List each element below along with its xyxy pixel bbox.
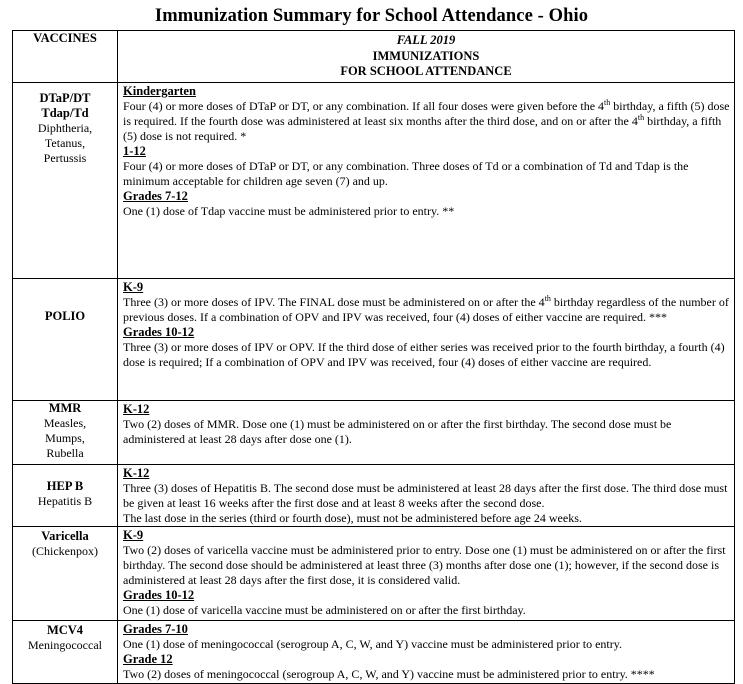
requirements-cell — [118, 527, 735, 621]
grade-heading: K-12 — [123, 466, 150, 480]
requirement-text: Two (2) doses of varicella vaccine must be administered prior to entry. Dose one (1) must be administered on or after the first birthday. The second dose should be administered at least three (3) months after dose one (1); however, if the second dose is administered at least 28 days after the first dose, it is considered valid. — [123, 543, 726, 587]
vaccine-name-cell — [13, 465, 118, 527]
vaccine-row-mcv4 — [13, 621, 735, 684]
requirement-text: Two (2) doses of MMR. Dose one (1) must be administered on or after the first birthday. The second dose must be administered at least 28 days after dose one (1). — [123, 417, 672, 446]
vaccine-description: Pertussis — [43, 151, 87, 165]
requirement-text: Two (2) doses of meningococcal (serogroup A, C, W, and Y) vaccine must be administered prior to entry. **** — [123, 667, 655, 681]
requirement-text: Four (4) or more doses of DTaP or DT, or any combination. If all four doses were given before the 4th birthday, a fifth (5) dose is required. If the fourth dose was administered at least six months after the third dose, and on or after the 4th birthday, a fifth (5) dose is not required. * — [123, 98, 730, 143]
grade-heading: K-9 — [123, 280, 144, 294]
immunization-table — [12, 30, 735, 684]
vaccine-row-mmr — [13, 401, 735, 465]
vaccine-description: Meningococcal — [28, 638, 102, 652]
grade-heading: Grade 12 — [123, 652, 173, 666]
page-title: Immunization Summary for School Attendance - Ohio — [154, 6, 589, 26]
requirement-text: Three (3) or more doses of IPV or OPV. If the third dose of either series was received prior to the fourth birthday, a fourth (4) dose is required; If a combination of OPV and IPV was received, four (4) doses of either vaccine are required. — [123, 340, 725, 369]
requirement-text: One (1) dose of meningococcal (serogroup A, C, W, and Y) vaccine must be administered prior to entry. — [123, 637, 622, 651]
vaccine-description: Hepatitis B — [37, 494, 93, 508]
vaccine-name-cell — [13, 621, 118, 684]
vaccine-name: Varicella — [41, 529, 89, 543]
requirements-cell — [118, 621, 735, 684]
vaccine-description: Mumps, — [45, 431, 85, 445]
vaccine-name: MCV4 — [46, 623, 84, 637]
requirement-text: Four (4) or more doses of DTaP or DT, or any combination. Three doses of Td or a combination of Td and Tdap is the minimum acceptable for children age seven (7) and up. — [123, 159, 689, 188]
vaccine-description: Rubella — [46, 446, 84, 460]
header-row — [13, 31, 735, 83]
vaccine-name-cell — [13, 83, 118, 279]
grade-heading: Grades 7-12 — [123, 189, 188, 203]
grade-heading: Grades 10-12 — [123, 588, 195, 602]
grade-heading: K-9 — [123, 528, 144, 542]
requirements-cell — [118, 279, 735, 401]
vaccine-name: MMR — [48, 401, 82, 415]
season-label: FALL 2019 — [396, 33, 456, 47]
vaccine-name: Tdap/Td — [41, 106, 89, 120]
vaccine-name-cell — [13, 527, 118, 621]
requirement-text: The last dose in the series (third or fourth dose), must not be administered before age 24 weeks. — [123, 511, 582, 525]
grade-heading: Kindergarten — [123, 84, 196, 98]
vaccine-description: Diphtheria, — [37, 121, 93, 135]
requirements-cell — [118, 83, 735, 279]
vaccine-name-cell — [13, 279, 118, 401]
grade-heading: 1-12 — [123, 144, 146, 158]
vaccine-description: Measles, — [43, 416, 87, 430]
vaccine-description: Tetanus, — [44, 136, 86, 150]
header-line-2: FOR SCHOOL ATTENDANCE — [340, 64, 512, 78]
requirements-header — [118, 31, 735, 83]
requirement-text: Three (3) or more doses of IPV. The FINAL dose must be administered on or after the 4th birthday regardless of the number of previous doses. If a combination of OPV and IPV was received, four (4) doses of either vaccine are required. *** — [123, 294, 729, 324]
requirement-text: Three (3) doses of Hepatitis B. The second dose must be administered at least 28 days after the first dose. The third dose must be given at least 16 weeks after the first dose and at least 8 weeks after the second dose. — [123, 481, 728, 510]
vaccine-name: DTaP/DT — [39, 91, 91, 105]
grade-heading: Grades 7-10 — [123, 622, 188, 636]
requirements-cell — [118, 401, 735, 465]
vaccines-header: VACCINES — [13, 31, 118, 83]
requirement-text: One (1) dose of Tdap vaccine must be administered prior to entry. ** — [123, 204, 455, 218]
header-line-1: IMMUNIZATIONS — [372, 48, 480, 63]
vaccine-name: HEP B — [46, 479, 84, 493]
vaccine-description: (Chickenpox) — [32, 544, 98, 558]
vaccine-row-hepb — [13, 465, 735, 527]
vaccine-row-varicella — [13, 527, 735, 621]
grade-heading: K-12 — [123, 402, 150, 416]
grade-heading: Grades 10-12 — [123, 325, 195, 339]
requirement-text: One (1) dose of varicella vaccine must be administered on or after the first birthday. — [123, 603, 526, 617]
vaccine-row-polio — [13, 279, 735, 401]
vaccine-row-dtap — [13, 83, 735, 279]
requirements-cell — [118, 465, 735, 527]
vaccine-name: POLIO — [44, 309, 86, 323]
vaccine-name-cell — [13, 401, 118, 465]
